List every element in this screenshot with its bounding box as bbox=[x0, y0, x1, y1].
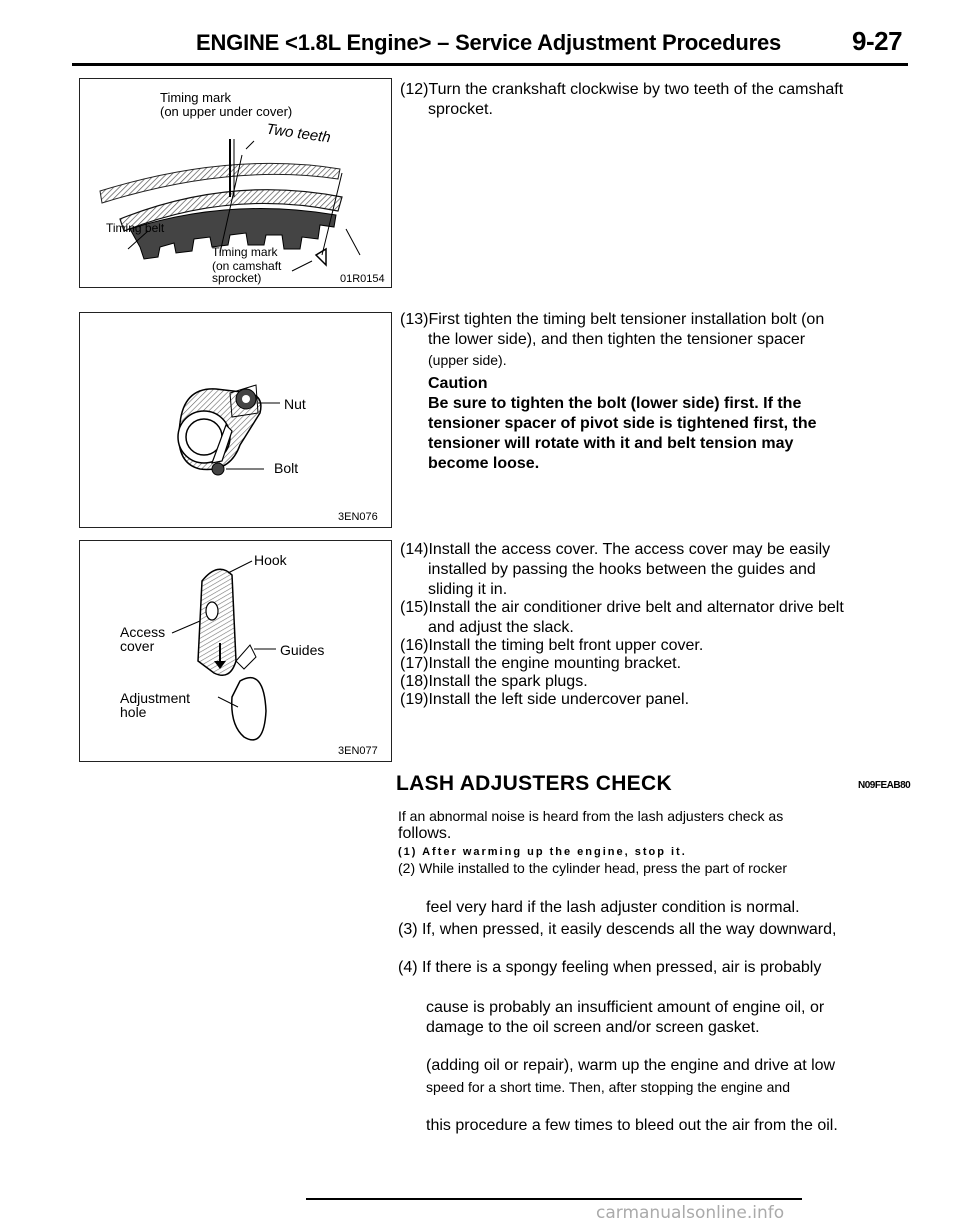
figure-access-cover bbox=[79, 540, 392, 762]
step-16: (16)Install the timing belt front upper cover. bbox=[400, 637, 704, 654]
figure-tensioner bbox=[79, 312, 392, 528]
label-two-teeth: Two teeth bbox=[265, 120, 332, 147]
lash-step-3-line1: (3) If, when pressed, it easily descends all the way downward, bbox=[398, 921, 837, 938]
page-header-title: ENGINE <1.8L Engine> – Service Adjustment Procedures bbox=[196, 30, 782, 55]
lash-step-4-line5: speed for a short time. Then, after stopping the engine and bbox=[426, 1079, 790, 1095]
lash-intro-line1: If an abnormal noise is heard from the lash adjusters check as bbox=[398, 808, 784, 824]
lash-intro-line2: follows. bbox=[398, 825, 452, 842]
step-13-line1: (13)First tighten the timing belt tensioner installation bolt (on bbox=[400, 311, 825, 328]
lash-step-2-line1: (2) While installed to the cylinder head, press the part of rocker bbox=[398, 860, 788, 876]
watermark: carmanualsonline.info bbox=[596, 1203, 785, 1223]
step-18: (18)Install the spark plugs. bbox=[400, 673, 588, 690]
step-17: (17)Install the engine mounting bracket. bbox=[400, 655, 682, 672]
caution-line4: become loose. bbox=[428, 455, 540, 472]
lash-step-4-line6: this procedure a few times to bleed out the air from the oil. bbox=[426, 1117, 838, 1134]
figure-timing-marks bbox=[79, 78, 392, 288]
figure-code: 3EN076 bbox=[338, 511, 378, 523]
lash-step-4-line3: damage to the oil screen and/or screen gasket. bbox=[426, 1019, 760, 1036]
label-guides: Guides bbox=[280, 642, 325, 658]
lash-step-4-line2: cause is probably an insufficient amount of engine oil, or bbox=[426, 999, 825, 1016]
step-12-line1: (12)Turn the crankshaft clockwise by two teeth of the camshaft bbox=[400, 81, 844, 98]
step-15-line2: and adjust the slack. bbox=[428, 619, 574, 636]
caution-line1: Be sure to tighten the bolt (lower side) first. If the bbox=[428, 395, 802, 412]
step-13-line3: (upper side). bbox=[428, 352, 507, 368]
label-timing-mark-top-sub: (on upper under cover) bbox=[160, 104, 293, 119]
label-adjustment: Adjustment bbox=[120, 690, 191, 706]
footer-rule bbox=[306, 1198, 802, 1200]
label-timing-mark-bottom-sub1: (on camshaft bbox=[212, 259, 282, 273]
step-15-line1: (15)Install the air conditioner drive belt and alternator drive belt bbox=[400, 599, 844, 616]
lash-step-2-line2: feel very hard if the lash adjuster condition is normal. bbox=[426, 899, 800, 916]
figure-code: 01R0154 bbox=[340, 273, 385, 285]
label-timing-mark-bottom: Timing mark bbox=[212, 245, 278, 259]
label-timing-mark-bottom-sub2: sprocket) bbox=[212, 271, 262, 285]
header-rule bbox=[72, 63, 908, 66]
caution-line2: tensioner spacer of pivot side is tightened first, the bbox=[428, 415, 817, 432]
caution-line3: tensioner will rotate with it and belt tension may bbox=[428, 435, 794, 452]
lash-step-1: (1) After warming up the engine, stop it. bbox=[398, 846, 687, 858]
label-hole: hole bbox=[120, 704, 147, 720]
lash-step-4-line1: (4) If there is a spongy feeling when pressed, air is probably bbox=[398, 959, 822, 976]
step-19: (19)Install the left side undercover panel. bbox=[400, 691, 690, 708]
label-nut: Nut bbox=[284, 396, 306, 412]
label-cover: cover bbox=[120, 638, 155, 654]
step-14-line1: (14)Install the access cover. The access cover may be easily bbox=[400, 541, 831, 558]
page-number: 9-27 bbox=[852, 26, 903, 56]
label-timing-mark-top: Timing mark bbox=[160, 90, 232, 105]
label-bolt: Bolt bbox=[274, 460, 299, 476]
tensioner-illustration bbox=[80, 313, 391, 527]
label-timing-belt: Timing belt bbox=[106, 221, 165, 235]
label-access: Access bbox=[120, 624, 166, 640]
step-12-line2: sprocket. bbox=[428, 101, 493, 118]
figure-code: 3EN077 bbox=[338, 745, 378, 757]
step-14-line2: installed by passing the hooks between the guides and bbox=[428, 561, 816, 578]
label-hook: Hook bbox=[254, 552, 287, 568]
section-heading-lash-adjusters: LASH ADJUSTERS CHECK bbox=[396, 772, 672, 795]
caution-title: Caution bbox=[428, 375, 488, 392]
lash-step-4-line4: (adding oil or repair), warm up the engine and drive at low bbox=[426, 1057, 836, 1074]
section-code: N09FEAB80 bbox=[858, 780, 911, 791]
step-14-line3: sliding it in. bbox=[428, 581, 508, 598]
step-13-line2: the lower side), and then tighten the tensioner spacer bbox=[428, 331, 806, 348]
